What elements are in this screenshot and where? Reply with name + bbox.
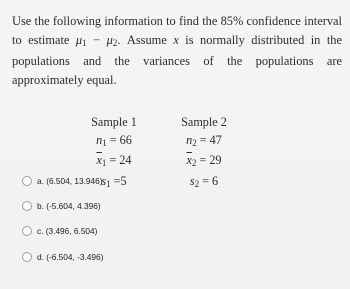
sample1-n: $n_1 = 66$	[96, 132, 132, 148]
x-variable: x	[173, 32, 179, 47]
option-b[interactable]	[22, 201, 101, 211]
mu2-subscript: 2	[112, 37, 118, 48]
sample1-sd: $s_1 =5$	[101, 173, 127, 189]
option-c-radio[interactable]	[22, 226, 32, 236]
option-d-radio[interactable]	[22, 252, 32, 262]
mu2-symbol: μ	[106, 32, 113, 47]
option-a-radio[interactable]	[22, 176, 32, 186]
option-c-label: c. (3.496, 6.504)	[37, 226, 98, 236]
minus-sign: −	[86, 32, 107, 47]
question-text	[12, 12, 342, 89]
sample1-heading: Sample 1	[91, 115, 137, 129]
option-a-label: a. (6.504, 13.946)	[37, 176, 103, 186]
sample2-sd: $s_2 = 6$	[189, 173, 219, 189]
option-b-radio[interactable]	[22, 201, 32, 211]
option-c[interactable]	[22, 226, 97, 236]
mu1-symbol: μ	[75, 32, 83, 47]
question-text-part2: . Assume	[117, 32, 174, 47]
sample1-mean: $\overline{x}_1 = 24$	[96, 153, 132, 168]
option-d[interactable]	[22, 252, 103, 262]
option-d-label: d. (-6.504, -3.496)	[37, 252, 104, 262]
option-a[interactable]	[22, 176, 103, 186]
question-text-part1: Use the following information to find the 85% confidence interval to estimate	[12, 14, 342, 47]
sample2-n: $n_2 = 47$	[186, 132, 222, 148]
sample2-heading: Sample 2	[181, 115, 227, 129]
option-b-label: b. (-5.604, 4.396)	[37, 201, 101, 211]
mu1-subscript: 1	[82, 37, 87, 48]
sample2-mean: $\overline{x}_2 = 29$	[186, 153, 222, 168]
sample2-column	[168, 114, 240, 193]
question-text-part3: is normally distributed in the populations and the variances of the populations are approximately equal.	[12, 32, 342, 87]
